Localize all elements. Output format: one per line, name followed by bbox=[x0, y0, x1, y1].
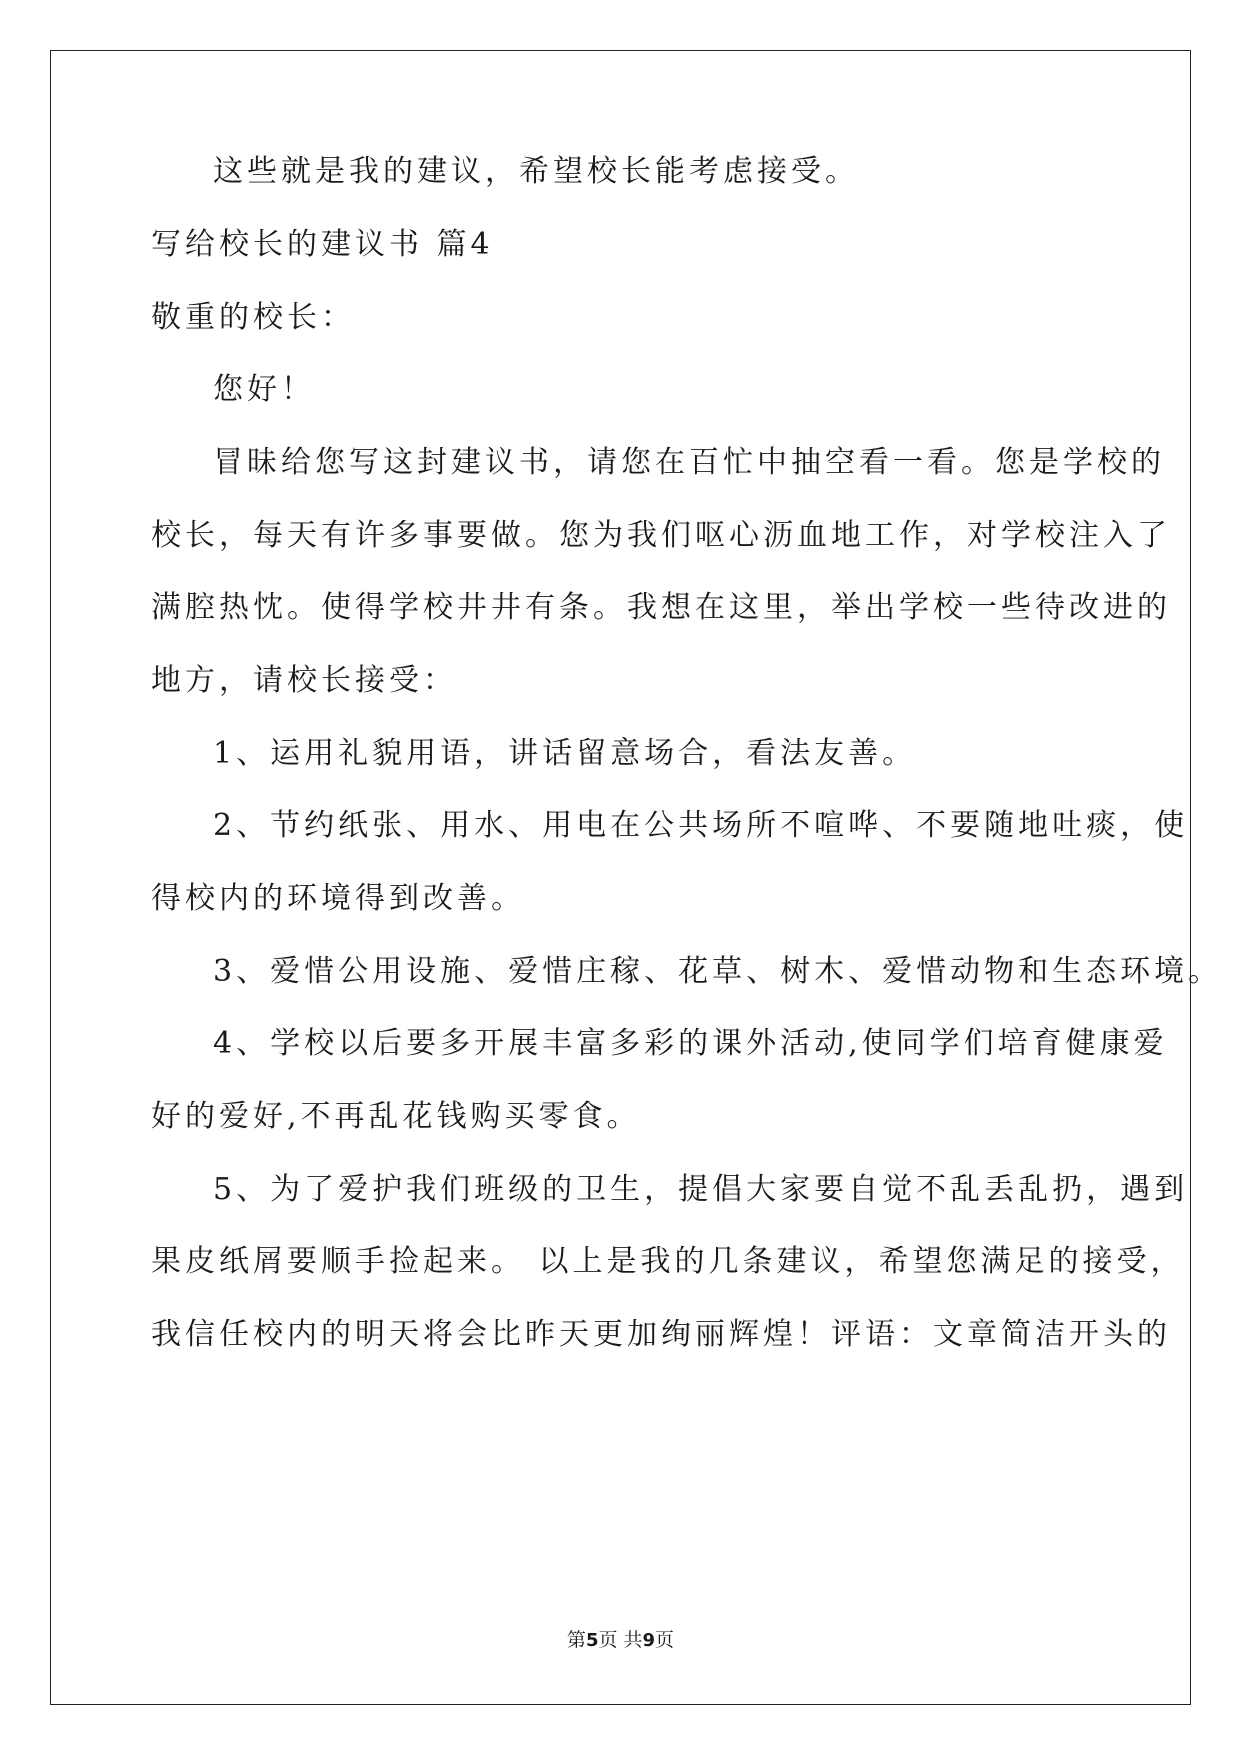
paragraph-closing-line: 这些就是我的建议，希望校长能考虑接受。 bbox=[213, 154, 859, 189]
paragraph-intro-line-2: 校长，每天有许多事要做。您为我们呕心沥血地工作，对学校注入了 bbox=[151, 518, 1171, 553]
paragraph-intro-line-1: 冒昧给您写这封建议书，请您在百忙中抽空看一看。您是学校的 bbox=[213, 445, 1165, 480]
suggestion-2-line-1: 2、节约纸张、用水、用电在公共场所不喧哗、不要随地吐痰，使 bbox=[213, 808, 1189, 843]
paragraph-intro-line-4: 地方，请校长接受： bbox=[151, 663, 457, 698]
page-footer bbox=[0, 1628, 1241, 1653]
footer-suffix: 页 bbox=[655, 1629, 675, 1651]
footer-mid: 页 共 bbox=[598, 1629, 643, 1651]
footer-prefix: 第 bbox=[566, 1629, 586, 1651]
suggestion-5-line-1: 5、为了爱护我们班级的卫生，提倡大家要自觉不乱丢乱扔，遇到 bbox=[213, 1172, 1189, 1207]
suggestion-5-line-3: 我信任校内的明天将会比昨天更加绚丽辉煌！评语：文章简洁开头的 bbox=[151, 1317, 1171, 1352]
suggestion-5-line-2: 果皮纸屑要顺手捡起来。 以上是我的几条建议，希望您满足的接受， bbox=[151, 1244, 1185, 1279]
suggestion-3: 3、爱惜公用设施、爱惜庄稼、花草、树木、爱惜动物和生态环境。 bbox=[213, 954, 1223, 989]
current-page-number: 5 bbox=[585, 1630, 599, 1651]
salutation: 敬重的校长： bbox=[151, 300, 355, 335]
suggestion-4-line-2: 好的爱好,不再乱花钱购买零食。 bbox=[151, 1099, 641, 1134]
total-page-number: 9 bbox=[642, 1630, 656, 1651]
paragraph-intro-line-3: 满腔热忱。使得学校井井有条。我想在这里，举出学校一些待改进的 bbox=[151, 590, 1171, 625]
suggestion-4-line-1: 4、学校以后要多开展丰富多彩的课外活动,使同学们培育健康爱 bbox=[213, 1026, 1168, 1061]
greeting: 您好！ bbox=[213, 372, 315, 407]
section-heading: 写给校长的建议书 篇4 bbox=[151, 227, 494, 262]
suggestion-2-line-2: 得校内的环境得到改善。 bbox=[151, 881, 525, 916]
suggestion-1: 1、运用礼貌用语，讲话留意场合，看法友善。 bbox=[213, 736, 917, 771]
